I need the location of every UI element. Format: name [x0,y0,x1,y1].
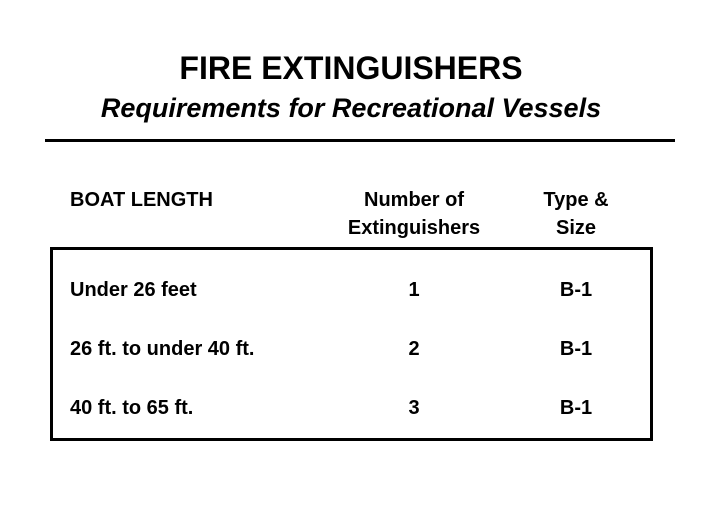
cell-type-size: B-1 [559,338,593,360]
cell-type-size: B-1 [559,397,593,419]
cell-boat-length: 26 ft. to under 40 ft. [70,338,255,360]
page-title: FIRE EXTINGUISHERS [179,50,523,86]
cell-boat-length: 40 ft. to 65 ft. [70,397,194,419]
column-header-number-of-extinguishers [322,186,506,242]
title-divider [45,139,675,142]
cell-number: 1 [408,279,420,301]
column-header-number-line1: Number of [364,189,464,211]
column-header-boat-length: BOAT LENGTH [70,189,213,211]
cell-number: 2 [408,338,420,360]
column-header-type-and-size [517,186,635,242]
column-header-type-line1: Type & [543,189,609,211]
column-header-number-line2: Extinguishers [347,217,481,239]
cell-boat-length: Under 26 feet [70,279,197,301]
cell-number: 3 [408,397,420,419]
page-subtitle: Requirements for Recreational Vessels [100,93,602,123]
column-header-type-line2: Size [555,217,597,239]
cell-type-size: B-1 [559,279,593,301]
